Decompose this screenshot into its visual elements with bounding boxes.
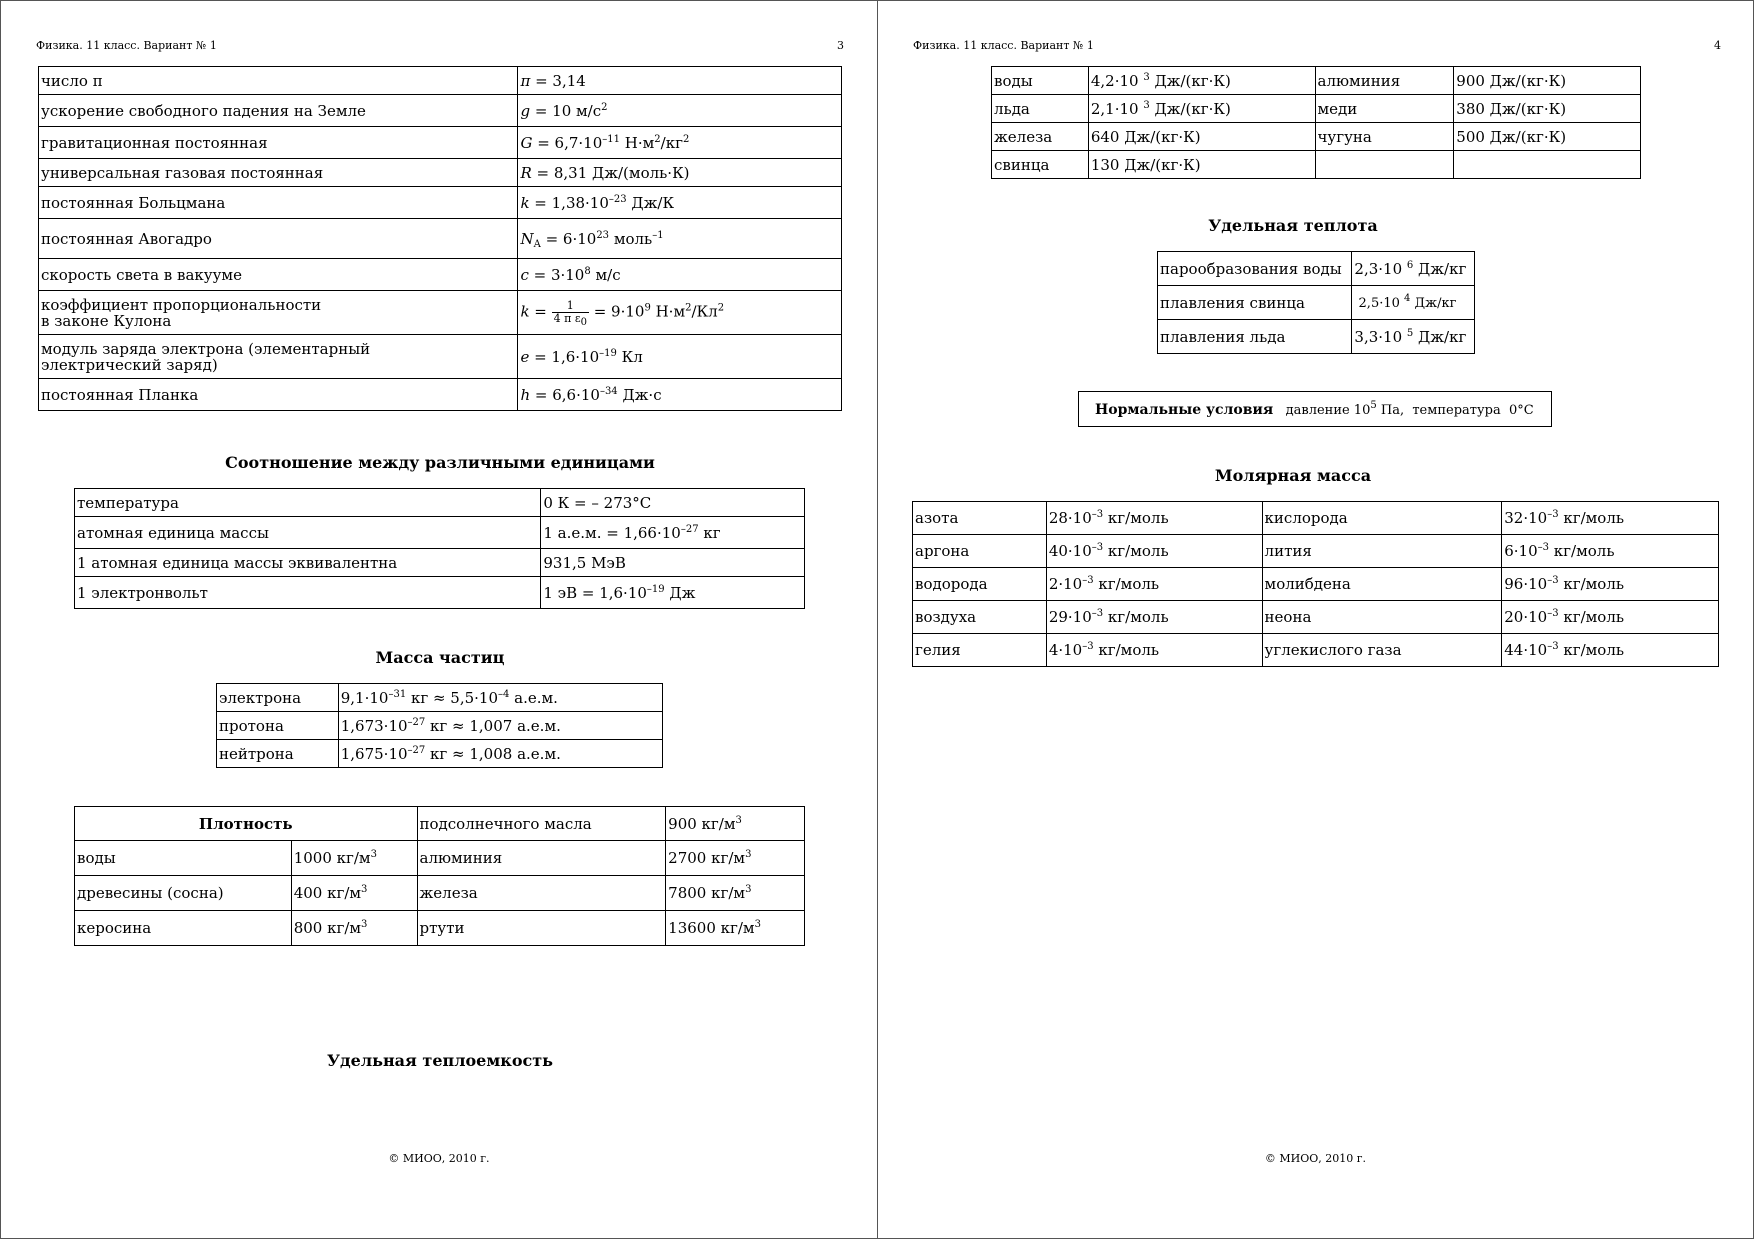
heat-capacity-row-value [1454, 151, 1641, 179]
units-title: Соотношение между различными единицами [225, 453, 655, 472]
normal-conditions-text: давление $10^5$ Па, температура 0°С [1285, 400, 1534, 418]
heat-capacity-row-name: меди [1315, 95, 1454, 123]
particle-row-name: протона [217, 712, 339, 740]
density-row [75, 911, 805, 946]
constant-row-name: ускорение свободного падения на Земле [39, 95, 518, 127]
constant-row-name: коэффициент пропорциональности в законе Кулона [39, 291, 518, 335]
heat-capacity-row-name: алюминия [1315, 67, 1454, 95]
heat-capacity-title: Удельная теплоемкость [326, 1051, 553, 1070]
heat-capacity-row-name: воды [992, 67, 1089, 95]
particle-row-name: нейтрона [217, 740, 339, 768]
constant-row-name: универсальная газовая постоянная [39, 159, 518, 187]
heat-capacity-row-value: 4,2·10 $^3$ Дж/(кг·К) [1088, 67, 1315, 95]
units-row [75, 577, 805, 609]
units-row [75, 489, 805, 517]
density-row-name: керосина [75, 911, 292, 946]
page-footer: © МИОО, 2010 г. [388, 1152, 490, 1165]
page-header-title: Физика. 11 класс. Вариант № 1 [36, 39, 217, 52]
specific-heat-row [1158, 286, 1475, 320]
particle-row [217, 712, 663, 740]
molar-row-name: молибдена [1262, 568, 1502, 601]
molar-row-name: неона [1262, 601, 1502, 634]
heat-capacity-row-name [1315, 151, 1454, 179]
constant-row-value: k = $\frac{1}{4 \pi \varepsilon_0}$ = $9\cdot 10^9$ $Н\cdot м^2/Кл^2$ [518, 291, 842, 335]
constant-row-value: π = 3,14 [518, 67, 842, 95]
molar-row-name: кислорода [1262, 502, 1502, 535]
particle-row [217, 684, 663, 712]
molar-row [913, 502, 1719, 535]
density-row-name: алюминия [417, 841, 666, 876]
density-row-value: 7800 $кг/м^3$ [666, 876, 805, 911]
specific-heat-row-value: 2,3·10 $^6$ Дж/кг [1352, 252, 1475, 286]
page-number: 4 [1714, 39, 1721, 52]
specific-heat-row [1158, 252, 1475, 286]
specific-heat-table [1157, 251, 1475, 354]
constant-row [39, 335, 842, 379]
heat-capacity-row-value: 2,1·10 $^3$ Дж/(кг·К) [1088, 95, 1315, 123]
units-row-name: 1 электронвольт [75, 577, 541, 609]
density-value: 900 $кг/м^3$ [666, 807, 805, 841]
density-name: подсолнечного масла [417, 807, 666, 841]
constant-row-name: число π [39, 67, 518, 95]
specific-heat-row [1158, 320, 1475, 354]
constant-row-name: постоянная Больцмана [39, 187, 518, 219]
units-table [74, 488, 805, 609]
molar-row-value: $2\cdot 10^{-3}$ кг/моль [1046, 568, 1262, 601]
molar-row-value: $40\cdot 10^{-3}$ кг/моль [1046, 535, 1262, 568]
units-row-value: 1 а.е.м. = $1,66\cdot 10^{-27}$ кг [541, 517, 805, 549]
density-row-value: 13600 $кг/м^3$ [666, 911, 805, 946]
page-footer: © МИОО, 2010 г. [1264, 1152, 1367, 1165]
units-row-name: температура [75, 489, 541, 517]
heat-capacity-row-name: свинца [992, 151, 1089, 179]
heat-capacity-row [992, 67, 1641, 95]
particle-row-value: $1,675\cdot 10^{-27}$ кг ≈ 1,008 а.е.м. [338, 740, 662, 768]
units-row [75, 549, 805, 577]
specific-heat-row-name: плавления свинца [1158, 286, 1352, 320]
particle-row-name: электрона [217, 684, 339, 712]
molar-row-value: $6\cdot 10^{-3}$ кг/моль [1502, 535, 1719, 568]
constant-row-value: $h = 6,6\cdot 10^{-34}$ Дж·с [518, 379, 842, 411]
heat-capacity-row [992, 123, 1641, 151]
specific-heat-row-value: 2,5·10 $^4$ Дж/кг [1352, 286, 1475, 320]
units-row-name: 1 атомная единица массы эквивалентна [75, 549, 541, 577]
page-header-title: Физика. 11 класс. Вариант № 1 [913, 39, 1094, 52]
density-row-name: ртути [417, 911, 666, 946]
molar-row-value: $28\cdot 10^{-3}$ кг/моль [1046, 502, 1262, 535]
molar-row-name: водорода [913, 568, 1047, 601]
heat-capacity-row-value: 380 Дж/(кг·К) [1454, 95, 1641, 123]
constant-row-name: скорость света в вакууме [39, 259, 518, 291]
density-row [75, 841, 805, 876]
heat-capacity-row-name: чугуна [1315, 123, 1454, 151]
constants-table [38, 66, 842, 411]
molar-row [913, 568, 1719, 601]
particle-row [217, 740, 663, 768]
constant-row [39, 187, 842, 219]
molar-row [913, 601, 1719, 634]
molar-row-value: $29\cdot 10^{-3}$ кг/моль [1046, 601, 1262, 634]
constant-row-name: постоянная Авогадро [39, 219, 518, 259]
molar-row-value: $44\cdot 10^{-3}$ кг/моль [1502, 634, 1719, 667]
units-row-value: 1 эВ = $1,6\cdot 10^{-19}$ Дж [541, 577, 805, 609]
specific-heat-row-name: парообразования воды [1158, 252, 1352, 286]
molar-row-value: $32\cdot 10^{-3}$ кг/моль [1502, 502, 1719, 535]
density-row-value: 800 $кг/м^3$ [291, 911, 417, 946]
density-row-value: 1000 $кг/м^3$ [291, 841, 417, 876]
heat-capacity-row [992, 151, 1641, 179]
molar-row-value: $20\cdot 10^{-3}$ кг/моль [1502, 601, 1719, 634]
constant-row-value: $G = 6,7\cdot 10^{-11}$ $Н\cdot м^2/кг^2$ [518, 127, 842, 159]
masses-title: Масса частиц [375, 648, 505, 667]
molar-row-name: гелия [913, 634, 1047, 667]
density-row-name: железа [417, 876, 666, 911]
page-right [877, 0, 1754, 1239]
constant-row-value: $c = 3\cdot 10^8$ м/с [518, 259, 842, 291]
particle-row-value: $9,1\cdot 10^{-31}$ кг ≈ $5,5\cdot 10^{-4}$ а.е.м. [338, 684, 662, 712]
units-row-value: 931,5 МэВ [541, 549, 805, 577]
heat-capacity-row-value: 640 Дж/(кг·К) [1088, 123, 1315, 151]
constant-row-value: $N_A = 6\cdot 10^{23}$ моль$^{-1}$ [518, 219, 842, 259]
molar-row-value: $4\cdot 10^{-3}$ кг/моль [1046, 634, 1262, 667]
heat-capacity-row-value: 500 Дж/(кг·К) [1454, 123, 1641, 151]
constant-row-name: постоянная Планка [39, 379, 518, 411]
heat-capacity-row-value: 900 Дж/(кг·К) [1454, 67, 1641, 95]
molar-row-name: углекислого газа [1262, 634, 1502, 667]
molar-row-name: лития [1262, 535, 1502, 568]
heat-capacity-table [991, 66, 1641, 179]
heat-capacity-row [992, 95, 1641, 123]
density-row-value: 2700 $кг/м^3$ [666, 841, 805, 876]
constant-row [39, 127, 842, 159]
constant-row [39, 67, 842, 95]
molar-mass-table [912, 501, 1719, 667]
particle-row-value: $1,673\cdot 10^{-27}$ кг ≈ 1,007 а.е.м. [338, 712, 662, 740]
normal-conditions-box [1078, 391, 1552, 427]
units-row-value: 0 К = – 273°С [541, 489, 805, 517]
heat-capacity-row-name: льда [992, 95, 1089, 123]
density-row-value: 400 $кг/м^3$ [291, 876, 417, 911]
molar-row-name: аргона [913, 535, 1047, 568]
heat-title: Удельная теплота [1208, 216, 1378, 235]
molar-title: Молярная масса [1214, 466, 1372, 485]
molar-row-name: воздуха [913, 601, 1047, 634]
specific-heat-row-name: плавления льда [1158, 320, 1352, 354]
page-number: 3 [837, 39, 844, 52]
constant-row [39, 95, 842, 127]
molar-row-value: $96\cdot 10^{-3}$ кг/моль [1502, 568, 1719, 601]
heat-capacity-row-name: железа [992, 123, 1089, 151]
constant-row-value: $e = 1,6\cdot 10^{-19}$ Кл [518, 335, 842, 379]
normal-conditions-label: Нормальные условия [1095, 402, 1274, 418]
particle-masses-table [216, 683, 663, 768]
molar-row [913, 535, 1719, 568]
heat-capacity-row-value: 130 Дж/(кг·К) [1088, 151, 1315, 179]
density-row-name: воды [75, 841, 292, 876]
constant-row-value: g = 10 $м/с^2$ [518, 95, 842, 127]
constant-row [39, 259, 842, 291]
density-row-name: древесины (сосна) [75, 876, 292, 911]
constant-row [39, 291, 842, 335]
density-table [74, 806, 805, 946]
constant-row-name: модуль заряда электрона (элементарный электрический заряд) [39, 335, 518, 379]
density-title: Плотность [75, 807, 418, 841]
units-row [75, 517, 805, 549]
constant-row [39, 219, 842, 259]
molar-row-name: азота [913, 502, 1047, 535]
constant-row [39, 379, 842, 411]
constant-row [39, 159, 842, 187]
constant-row-name: гравитационная постоянная [39, 127, 518, 159]
density-header-row [75, 807, 805, 841]
molar-row [913, 634, 1719, 667]
constant-row-value: R = 8,31 Дж/(моль·К) [518, 159, 842, 187]
specific-heat-row-value: 3,3·10 $^5$ Дж/кг [1352, 320, 1475, 354]
units-row-name: атомная единица массы [75, 517, 541, 549]
density-row [75, 876, 805, 911]
constant-row-value: $k = 1,38\cdot 10^{-23}$ Дж/К [518, 187, 842, 219]
